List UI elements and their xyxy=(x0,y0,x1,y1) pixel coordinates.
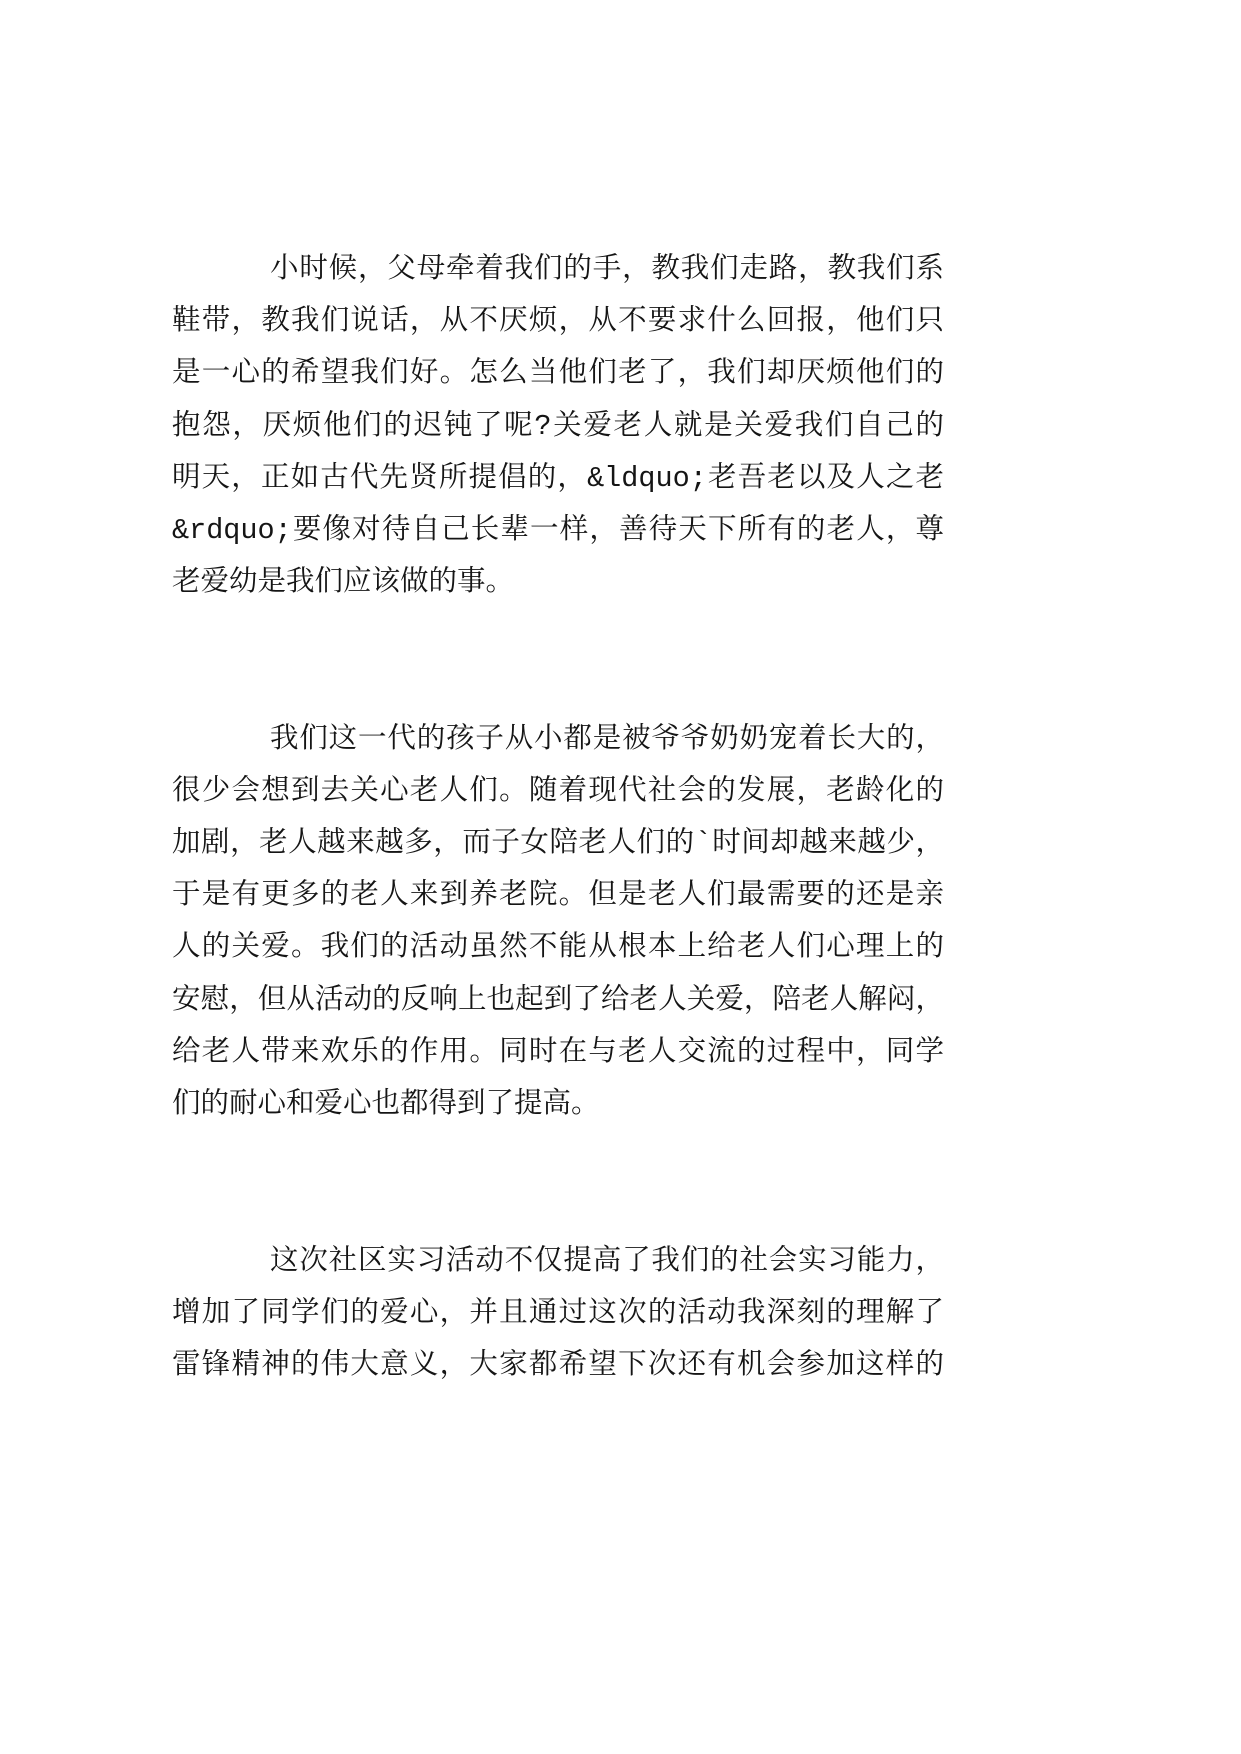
paragraph-line: 们的耐心和爱心也都得到了提高。 xyxy=(172,1088,600,1122)
paragraph-line: 雷锋精神的伟大意义，大家都希望下次还有机会参加这样的 xyxy=(172,1348,944,1382)
paragraph-2 xyxy=(172,714,944,1132)
paragraph-line: 加剧，老人越来越多，而子女陪老人们的`时间却越来越少， xyxy=(172,827,944,861)
paragraph-line: 我们这一代的孩子从小都是被爷爷奶奶宠着长大的， xyxy=(270,722,944,756)
paragraph-line: 很少会想到去关心老人们。随着现代社会的发展，老龄化的 xyxy=(172,774,944,808)
paragraph-line: 鞋带，教我们说话，从不厌烦，从不要求什么回报，他们只 xyxy=(172,305,944,339)
paragraph-1 xyxy=(172,244,944,609)
paragraph-line: 这次社区实习活动不仅提高了我们的社会实习能力， xyxy=(270,1244,944,1278)
paragraph-line: 人的关爱。我们的活动虽然不能从根本上给老人们心理上的 xyxy=(172,931,944,965)
paragraph-line: 增加了同学们的爱心，并且通过这次的活动我深刻的理解了 xyxy=(172,1296,944,1330)
document-body xyxy=(172,244,944,1497)
paragraph-line: 是一心的希望我们好。怎么当他们老了，我们却厌烦他们的 xyxy=(172,357,944,391)
paragraph-line: &rdquo;要像对待自己长辈一样，善待天下所有的老人，尊 xyxy=(172,513,944,547)
paragraph-line: 于是有更多的老人来到养老院。但是老人们最需要的还是亲 xyxy=(172,879,944,913)
paragraph-line: 给老人带来欢乐的作用。同时在与老人交流的过程中，同学 xyxy=(172,1035,944,1069)
paragraph-line: 安慰，但从活动的反响上也起到了给老人关爱，陪老人解闷， xyxy=(172,983,944,1017)
paragraph-3 xyxy=(172,1236,944,1393)
paragraph-line: 老爱幼是我们应该做的事。 xyxy=(172,566,515,600)
paragraph-line: 明天，正如古代先贤所提倡的，&ldquo;老吾老以及人之老 xyxy=(172,461,944,495)
paragraph-line: 小时候，父母牵着我们的手，教我们走路，教我们系 xyxy=(270,253,944,286)
paragraph-line: 抱怨，厌烦他们的迟钝了呢?关爱老人就是关爱我们自己的 xyxy=(172,409,944,443)
